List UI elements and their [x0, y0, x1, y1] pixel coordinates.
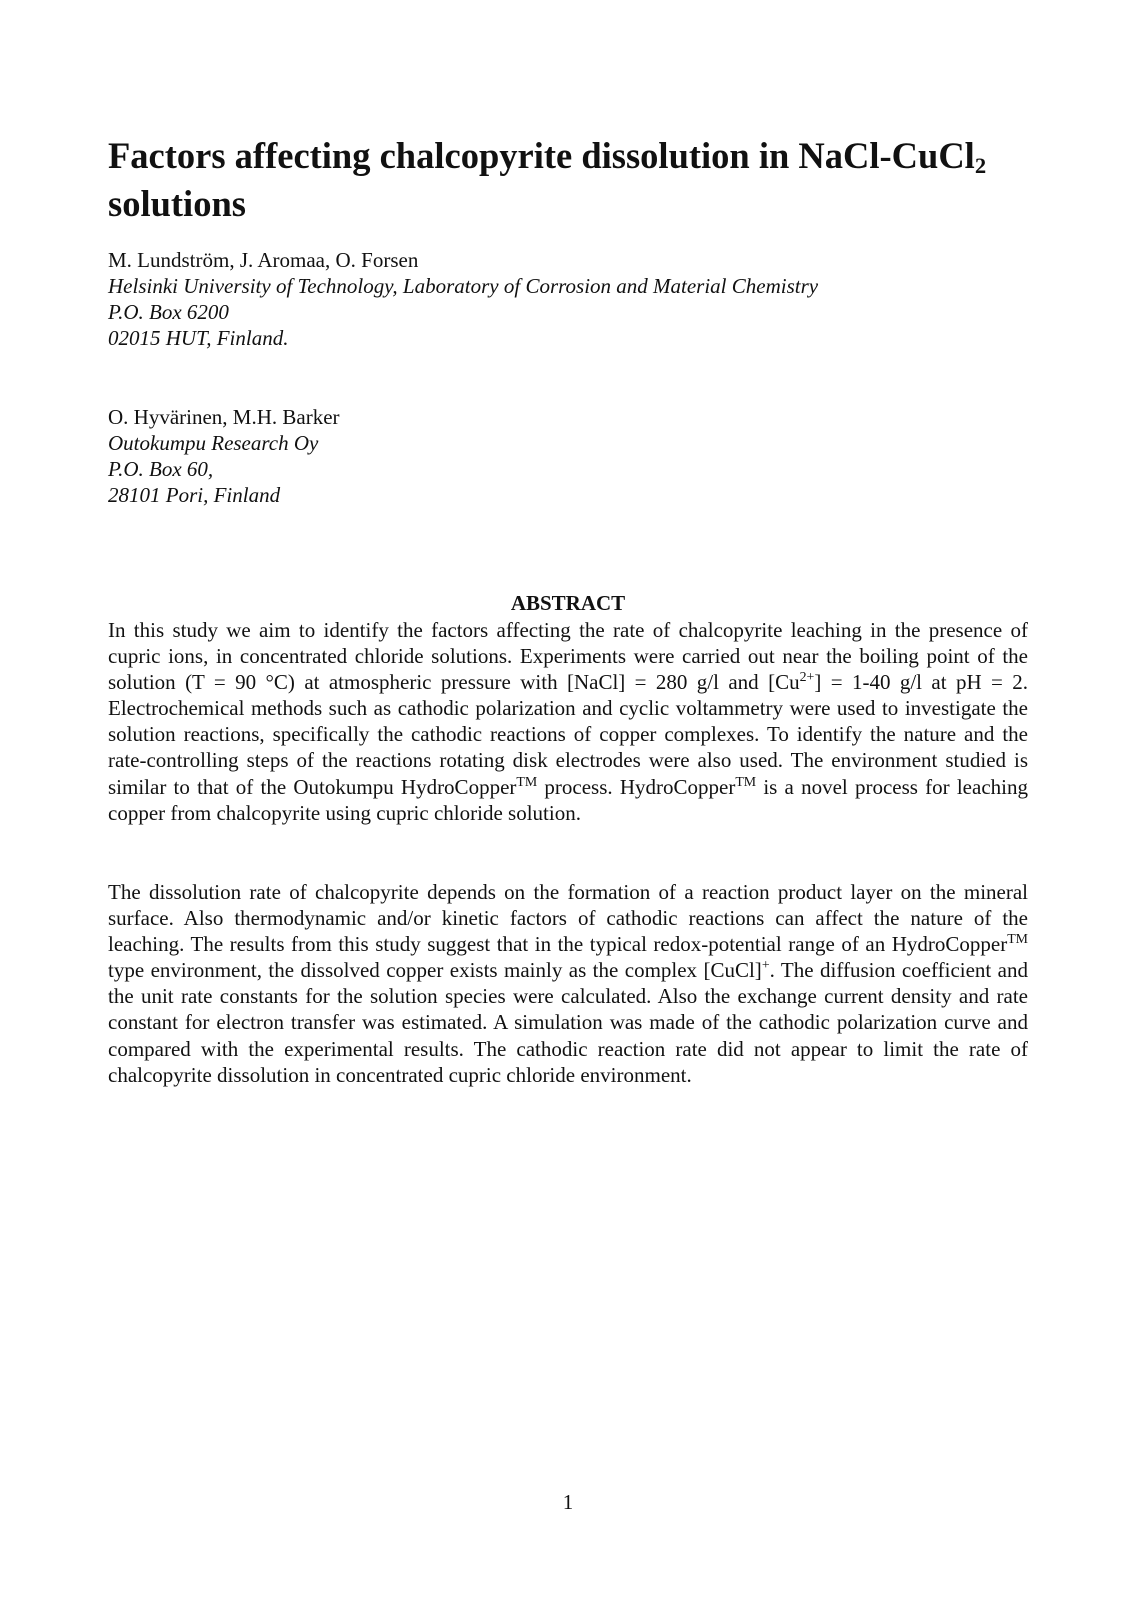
trademark-superscript: TM: [735, 773, 757, 789]
institution: Outokumpu Research Oy: [108, 431, 319, 455]
abstract-paragraph-2: [108, 879, 1028, 1088]
trademark-superscript: TM: [1007, 931, 1028, 947]
paragraph-text: . The diffusion coefficient and the unit rate constants for the solution species were calculated. Also the exchange current density and rate constant for electron transfer was estimated. A simulation was made of the cathodic polarization curve and compared with the experimental results. The cathodic reaction rate did not appear to limit the rate of chalcopyrite dissolution in concentrated cupric chloride environment.: [108, 958, 1028, 1087]
abstract-heading: ABSTRACT: [510, 591, 626, 615]
paragraph-text: In this study we aim to identify the factors affecting the rate of chalcopyrite leaching in the presence of cupric ions, in concentrated chloride solutions. Experiments were carried out near the boiling point of the solution (T = 90 °C) at atmospheric pressure with [NaCl] = 280 g/l and [Cu: [108, 618, 1028, 695]
superscript: 2+: [799, 669, 815, 685]
title-subscript: 2: [974, 152, 987, 178]
address-line: 28101 Pori, Finland: [108, 483, 281, 507]
author-list: M. Lundström, J. Aromaa, O. Forsen: [108, 248, 419, 272]
paragraph-text: type environment, the dissolved copper exists mainly as the complex [CuCl]: [108, 958, 762, 983]
address-line: 02015 HUT, Finland.: [108, 326, 289, 350]
title-line2: solutions: [108, 183, 246, 224]
paper-title: [108, 134, 1028, 225]
paragraph-text: process. HydroCopper: [537, 774, 736, 799]
address-line: P.O. Box 6200: [108, 300, 229, 324]
page-number: 1: [562, 1490, 574, 1514]
paragraph-text: is a novel process for leaching copper from chalcopyrite using cupric chloride solution.: [108, 774, 1028, 825]
title-main: Factors affecting chalcopyrite dissolution in NaCl-CuCl: [108, 135, 975, 176]
address-line: P.O. Box 60,: [108, 457, 214, 481]
paragraph-text: The dissolution rate of chalcopyrite depends on the formation of a reaction product layer on the mineral surface. Also thermodynamic and/or kinetic factors of cathodic reactions can affect the nature of the leaching. The results from this study suggest that in the typical redox-potential range of an HydroCopper: [108, 880, 1028, 957]
abstract-paragraph-1: [108, 617, 1028, 826]
affiliation-block-2: [108, 404, 1028, 508]
superscript: +: [761, 957, 770, 973]
author-list: O. Hyvärinen, M.H. Barker: [108, 405, 340, 429]
affiliation-block-1: [108, 247, 1028, 351]
institution: Helsinki University of Technology, Laboratory of Corrosion and Material Chemistry: [108, 274, 819, 298]
paragraph-text: ] = 1-40 g/l at pH = 2. Electrochemical methods such as cathodic polarization and cyclic voltammetry were used to investigate the solution reactions, specifically the cathodic reactions of copper complexes. To identify the nature and the rate-controlling steps of the reactions rotating disk electrodes were also used. The environment studied is similar to that of the Outokumpu HydroCopper: [108, 670, 1028, 799]
trademark-superscript: TM: [516, 773, 538, 789]
